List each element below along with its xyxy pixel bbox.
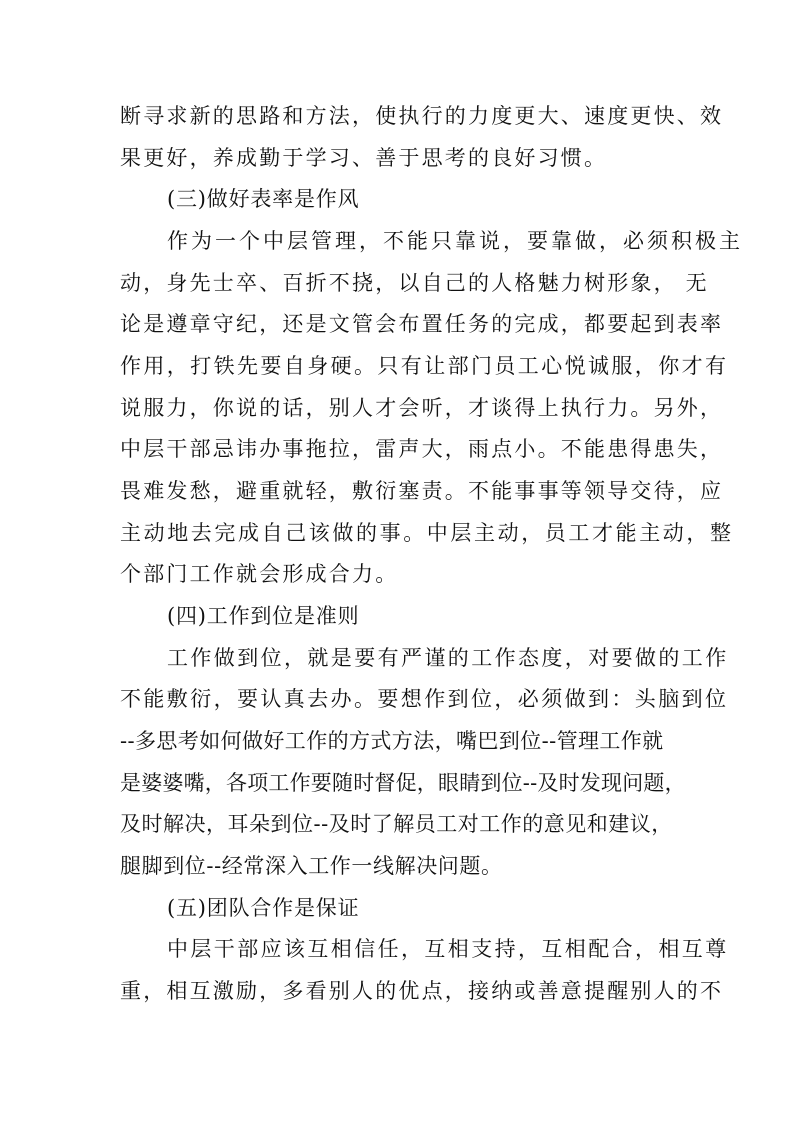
body-text-line: 工作做到位，就是要有严谨的工作态度，对要做的工作 xyxy=(167,646,729,670)
body-text-line: 重，相互激励，多看别人的优点，接纳或善意提醒别人的不 xyxy=(120,979,724,1003)
body-text-line: 果更好，养成勤于学习、善于思考的良好习惯。 xyxy=(120,146,608,170)
body-text-line: 主动地去完成自己该做的事。中层主动，员工才能主动，整 xyxy=(120,521,734,545)
body-text-line: 中层干部忌讳办事拖拉，雷声大，雨点小。不能患得患失， xyxy=(120,437,724,461)
body-text-line: 及时解决，耳朵到位--及时了解员工对工作的意见和建议， xyxy=(120,812,673,836)
body-text-line: 断寻求新的思路和方法，使执行的力度更大、速度更快、效 xyxy=(120,104,724,128)
body-text-line: --多思考如何做好工作的方式方法，嘴巴到位--管理工作就 xyxy=(120,729,664,753)
section-heading: (五)团队合作是保证 xyxy=(167,896,360,920)
section-heading: (三)做好表率是作风 xyxy=(167,187,360,211)
body-text-line: 动，身先士卒、百折不挠，以自己的人格魅力树形象， 无 xyxy=(120,271,709,295)
body-text-line: 作用，打铁先要自身硬。只有让部门员工心悦诚服，你才有 xyxy=(120,354,729,378)
body-text-line: 中层干部应该互相信任，互相支持，互相配合，相互尊 xyxy=(167,937,729,961)
body-text-line: 个部门工作就会形成合力。 xyxy=(120,562,399,586)
body-text-line: 论是遵章守纪，还是文管会布置任务的完成，都要起到表率 xyxy=(120,312,724,336)
section-heading: (四)工作到位是准则 xyxy=(167,604,360,628)
body-text-line: 不能敷衍，要认真去办。要想作到位，必须做到：头脑到位 xyxy=(120,687,729,711)
body-text-line: 说服力，你说的话，别人才会听，才谈得上执行力。另外， xyxy=(120,396,724,420)
body-text-line: 畏难发愁，避重就轻，敷衍塞责。不能事事等领导交待，应 xyxy=(120,479,724,503)
body-text-line: 是婆婆嘴，各项工作要随时督促，眼睛到位--及时发现问题， xyxy=(120,771,686,795)
body-text-line: 作为一个中层管理，不能只靠说，要靠做，必须积极主 xyxy=(167,229,743,253)
body-text-line: 腿脚到位--经常深入工作一线解决问题。 xyxy=(120,854,503,878)
